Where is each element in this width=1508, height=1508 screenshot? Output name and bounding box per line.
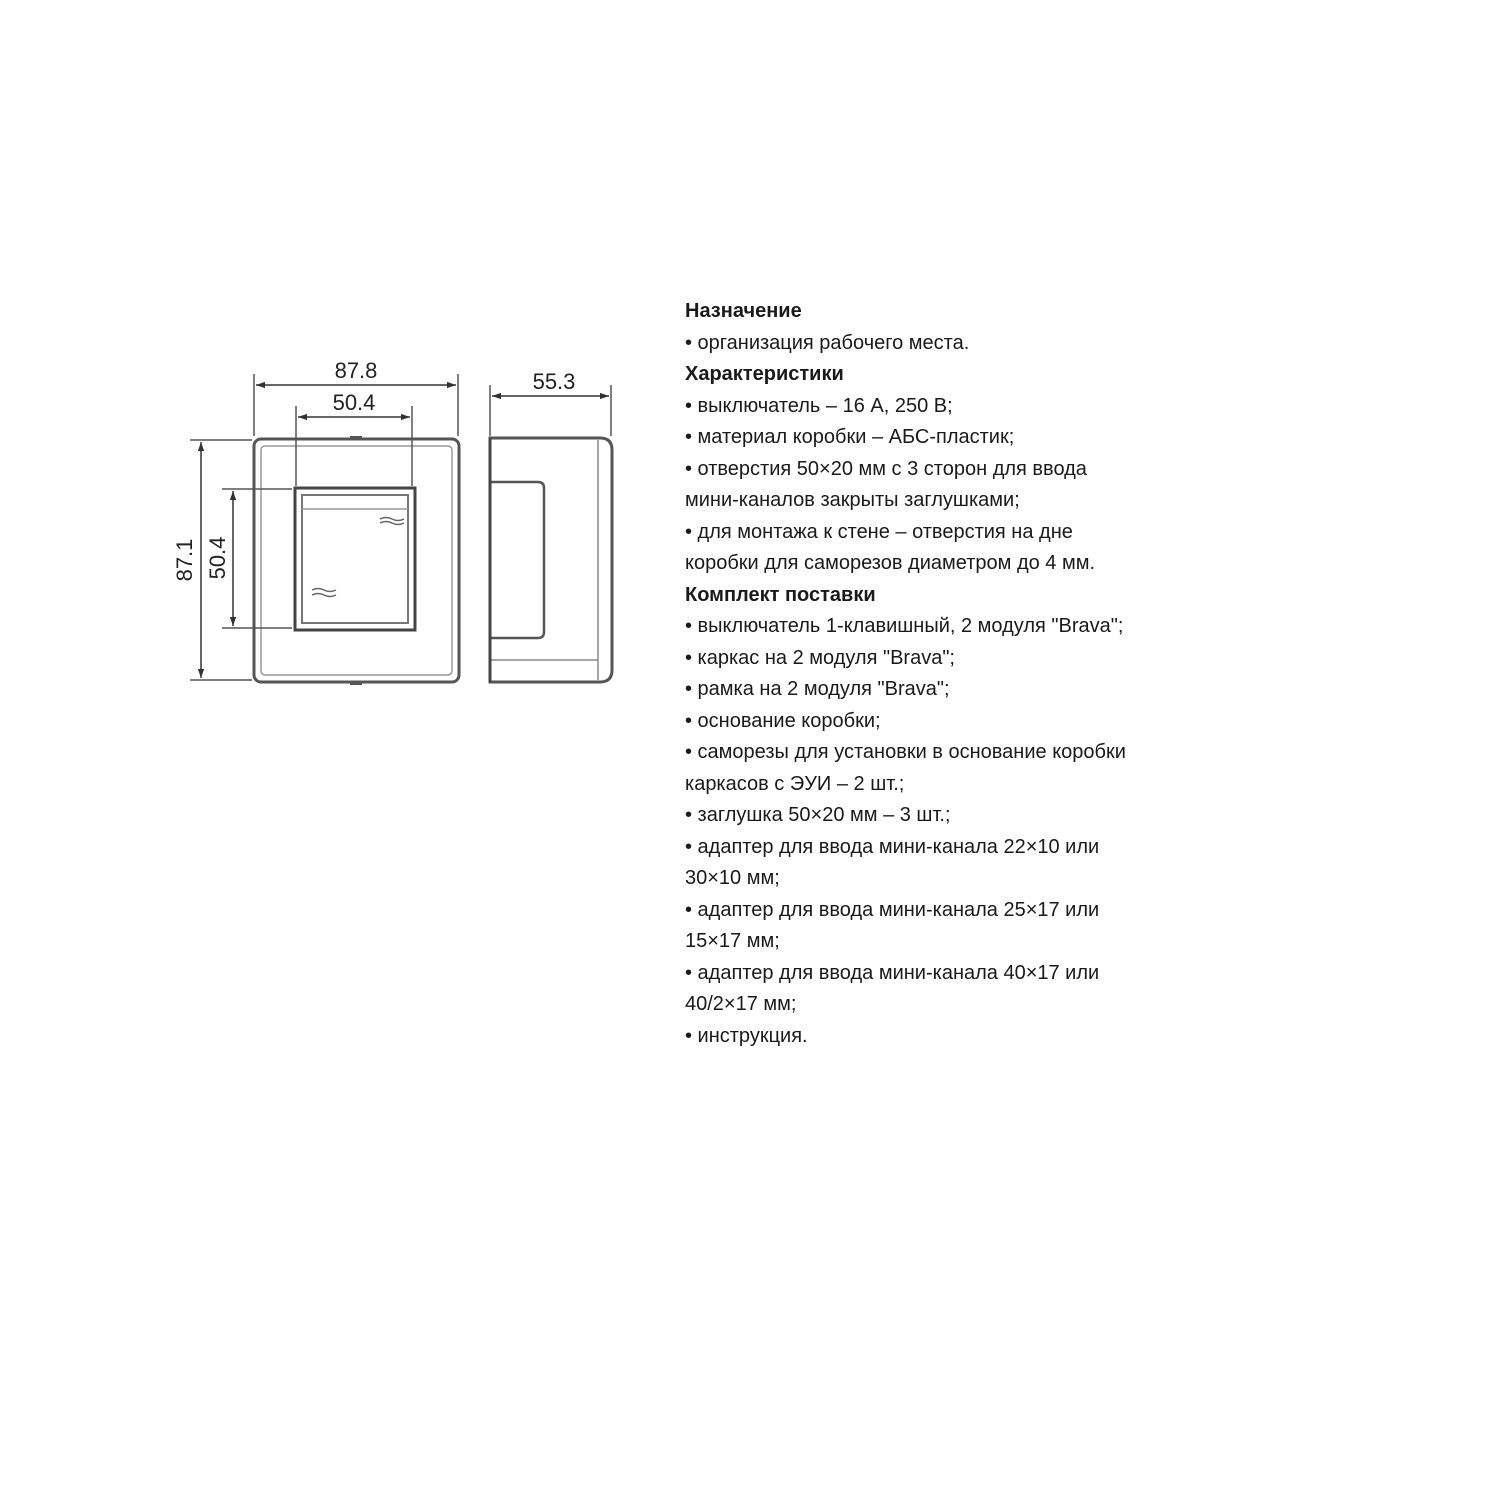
kit-item: • инструкция. [685,1024,808,1047]
kit-item: 40/2×17 мм; [685,993,797,1015]
kit-item: • саморезы для установки в основание коробки [685,741,1126,763]
characteristics-item: • отверстия 50×20 мм с 3 сторон для ввода [685,457,1087,480]
dim-front-width: 87.8 [334,358,378,383]
kit-item: • выключатель 1-клавишный, 2 модуля "Brava"; [685,615,1124,637]
characteristics-item: • для монтажа к стене – отверстия на дне [685,520,1073,543]
dim-inner-width: 50.4 [332,390,376,415]
purpose-item: • организация рабочего места. [685,331,970,354]
spec-block [685,296,1445,1052]
kit-item: каркасов с ЭУИ – 2 шт.; [685,772,905,795]
side-box-body [490,438,612,682]
kit-item: • адаптер для ввода мини-канала 40×17 или [685,961,1100,984]
kit-item: • адаптер для ввода мини-канала 25×17 или [685,898,1100,921]
characteristics-heading: Характеристики [685,363,844,385]
kit-item: • адаптер для ввода мини-канала 22×10 или [685,835,1100,858]
kit-item: • каркас на 2 модуля "Brava"; [685,646,955,669]
kit-item: • заглушка 50×20 мм – 3 шт.; [685,804,951,826]
purpose-heading: Назначение [685,300,802,322]
kit-item: • рамка на 2 модуля "Brava"; [685,678,950,700]
side-view [490,369,612,682]
kit-heading: Комплект поставки [685,583,876,606]
dim-inner-height: 50.4 [205,536,230,580]
characteristics-item: • выключатель – 16 А, 250 В; [685,394,953,417]
kit-item: 15×17 мм; [685,930,780,952]
characteristics-item: • материал коробки – АБС-пластик; [685,426,1015,448]
kit-item: 30×10 мм; [685,867,780,889]
dim-front-height: 87.1 [172,538,197,582]
dim-side-depth: 55.3 [532,369,576,394]
kit-item: • основание коробки; [685,709,881,732]
front-view [172,358,459,684]
characteristics-item: мини-каналов закрыты заглушками; [685,489,1020,511]
characteristics-item: коробки для саморезов диаметром до 4 мм. [685,552,1096,574]
